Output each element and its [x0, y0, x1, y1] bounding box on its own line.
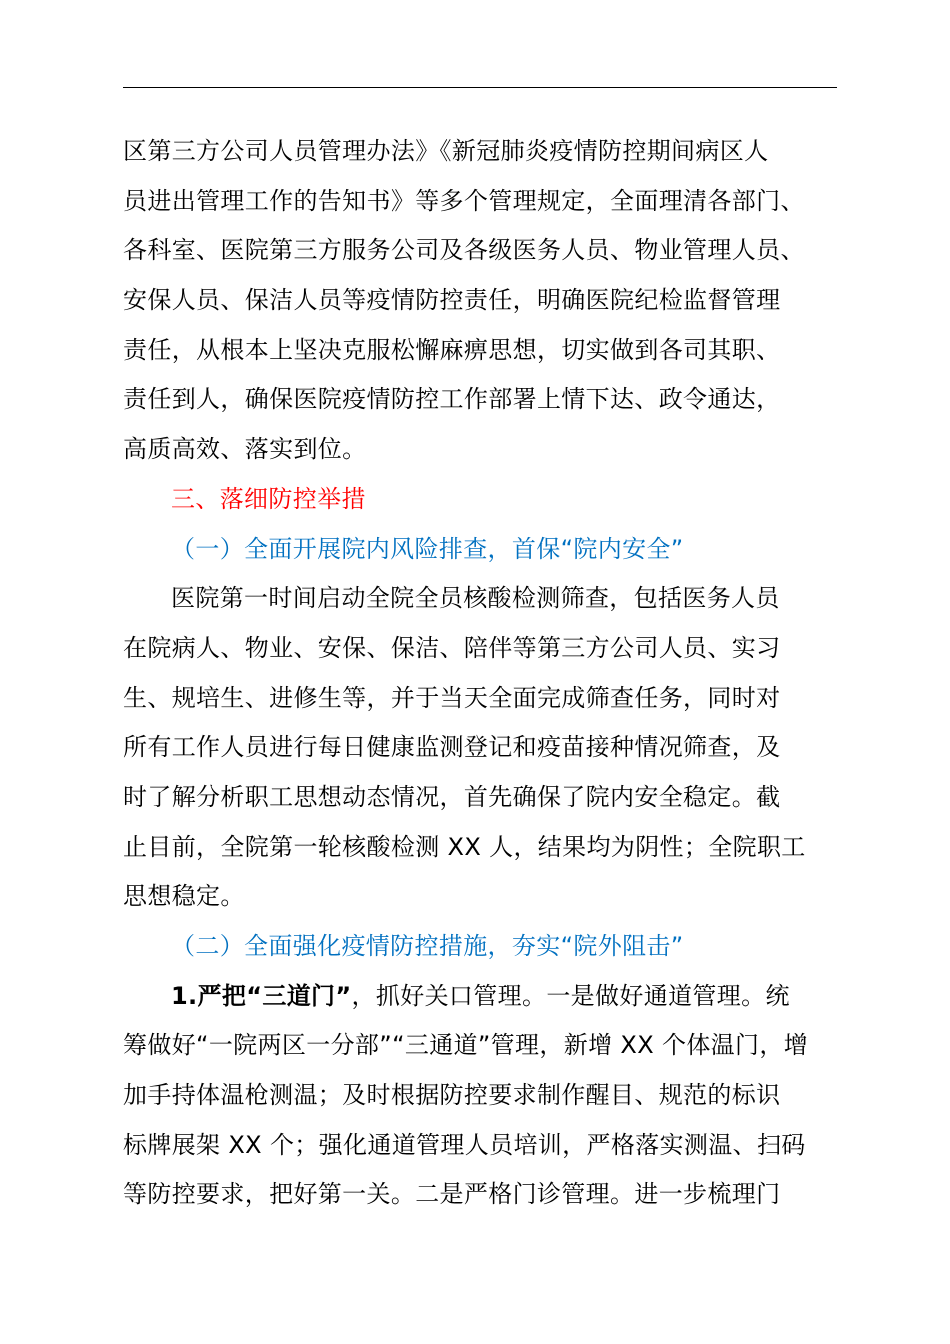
paragraph-line: 思想稳定。 [123, 882, 245, 911]
paragraph-line: 止目前，全院第一轮核酸检测 XX 人，结果均为阴性；全院职工 [123, 832, 806, 861]
paragraph-line [123, 972, 843, 1022]
paragraph-line: 责任到人，确保医院疫情防控工作部署上情下达、政令通达， [123, 385, 781, 414]
paragraph-line: 加手持体温枪测温；及时根据防控要求制作醒目、规范的标识 [123, 1081, 781, 1110]
paragraph-line: 医院第一时间启动全院全员核酸检测筛查，包括医务人员 [171, 584, 780, 613]
section-heading: 三、落细防控举措 [171, 484, 366, 513]
paragraph-line: 等防控要求，把好第一关。二是严格门诊管理。进一步梳理门 [123, 1180, 781, 1209]
item-lead-bold: 1.严把“三道门” [171, 981, 352, 1010]
paragraph-line: 责任，从根本上坚决克服松懈麻痹思想，切实做到各司其职、 [123, 335, 781, 364]
paragraph-line: 筹做好“一院两区一分部”“三通道”管理，新增 XX 个体温门，增 [123, 1031, 809, 1060]
paragraph-line: 时了解分析职工思想动态情况，首先确保了院内安全稳定。截 [123, 782, 781, 811]
paragraph-line: 区第三方公司人员管理办法》《新冠肺炎疫情防控期间病区人 [123, 137, 769, 165]
paragraph-line: 标牌展架 XX 个；强化通道管理人员培训，严格落实测温、扫码 [123, 1130, 806, 1159]
subsection-heading: （二）全面强化疫情防控措施，夯实“院外阻击” [171, 932, 684, 960]
paragraph-line: 高质高效、落实到位。 [123, 435, 367, 464]
paragraph-line: 员进出管理工作的告知书》等多个管理规定，全面理清各部门、 [123, 186, 805, 215]
item-lead-rest: ，抓好关口管理。一是做好通道管理。统 [351, 981, 790, 1010]
paragraph-line: 在院病人、物业、安保、保洁、陪伴等第三方公司人员、实习 [123, 633, 781, 662]
paragraph-line: 安保人员、保洁人员等疫情防控责任，明确医院纪检监督管理 [123, 286, 781, 315]
paragraph-line: 生、规培生、进修生等，并于当天全面完成筛查任务，同时对 [123, 683, 781, 712]
paragraph-line: 所有工作人员进行每日健康监测登记和疫苗接种情况筛查，及 [123, 733, 781, 762]
header-rule [123, 87, 837, 88]
subsection-heading: （一）全面开展院内风险排查，首保“院内安全” [171, 534, 684, 563]
paragraph-line: 各科室、医院第三方服务公司及各级医务人员、物业管理人员、 [123, 236, 805, 265]
document-body [123, 127, 843, 1220]
